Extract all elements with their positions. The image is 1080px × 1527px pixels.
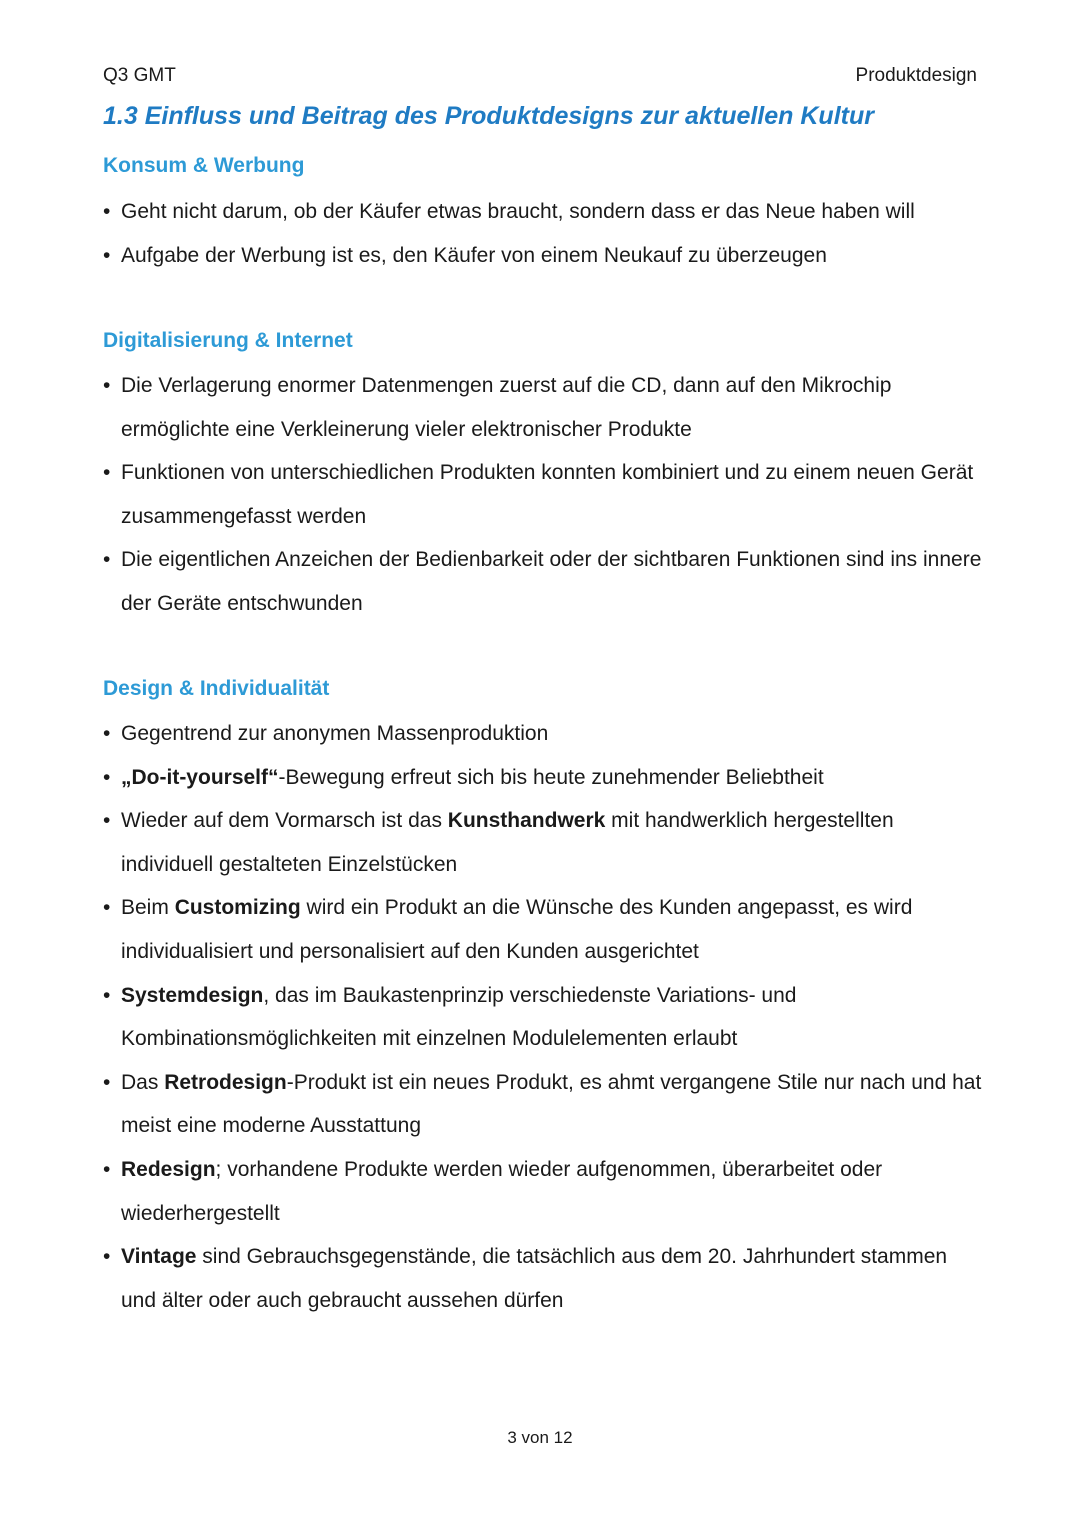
list-item-text-post: -Bewegung erfreut sich bis heute zunehmender Beliebtheit [278,765,824,789]
list-item-keyword: Redesign [121,1157,216,1181]
section-list-konsum [103,190,983,277]
list-item-keyword: Customizing [174,896,301,920]
section-list-design [103,712,983,1322]
list-item-text-post: sind Gebrauchsgegenstände, die tatsächlich aus dem 20. Jahrhundert stammen und älter oder auch gebraucht aussehen dürfen [121,1245,948,1312]
list-item-text: Funktionen von unterschiedlichen Produkten konnten kombiniert und zu einem neuen Gerät zusammengefasst werden [121,461,974,528]
page-number: 3 von 12 [507,1428,573,1447]
bullet-icon: • [103,896,111,920]
bullet-icon: • [103,983,111,1007]
section-list-digitalisierung [103,364,983,626]
list-item [103,190,983,234]
list-item [103,1235,983,1322]
header-subject: Produktdesign [855,65,977,86]
list-item-text-post: , das im Baukastenprinzip verschiedenste Variations- und Kombinationsmöglichkeiten mit einzelnen Modulelementen erlaubt [121,983,797,1051]
list-item-text-post: -Produkt ist ein neues Produkt, es ahmt vergangene Stile nur nach und hat meist eine moderne Ausstattung [121,1070,982,1138]
list-item-keyword: „Do-it-yourself“ [121,765,279,789]
list-item-keyword: Kunsthandwerk [447,809,606,833]
bullet-icon: • [103,374,111,397]
list-item-text: Aufgabe der Werbung ist es, den Käufer von einem Neukauf zu überzeugen [121,243,827,267]
list-item-text-pre: Wieder auf dem Vormarsch ist das [121,809,448,833]
bullet-icon: • [103,809,111,833]
page-title: 1.3 Einfluss und Beitrag des Produktdesigns zur aktuellen Kultur [103,102,874,130]
list-item [103,974,983,1061]
bullet-icon: • [103,1070,111,1094]
list-item [103,886,983,973]
list-item-keyword: Retrodesign [164,1070,287,1094]
list-item [103,799,983,886]
list-item-keyword: Systemdesign [121,983,264,1007]
header-course: Q3 GMT [103,65,176,86]
list-item [103,756,983,800]
bullet-icon: • [103,722,111,745]
bullet-icon: • [103,200,111,223]
list-item-text: Die eigentlichen Anzeichen der Bedienbarkeit oder der sichtbaren Funktionen sind ins innere der Geräte entschwunden [121,548,982,615]
list-item-text-pre: Das [121,1070,165,1094]
list-item-keyword: Vintage [121,1245,197,1269]
bullet-icon: • [103,243,111,267]
bullet-icon: • [103,461,111,485]
list-item [103,451,983,538]
bullet-icon: • [103,1157,111,1181]
list-item [103,1061,983,1148]
section-heading-design: Design & Individualität [103,677,330,700]
list-item-text-post: mit handwerklich hergestellten individuell gestalteten Einzelstücken [121,809,894,876]
list-item-text-post: ; vorhandene Produkte werden wieder aufgenommen, überarbeitet oder wiederhergestellt [121,1157,883,1225]
list-item-text-post: wird ein Produkt an die Wünsche des Kunden angepasst, es wird individualisiert und personalisiert auf den Kunden ausgerichtet [121,896,913,963]
list-item-text: Geht nicht darum, ob der Käufer etwas braucht, sondern dass er das Neue haben will [121,200,915,223]
bullet-icon: • [103,1245,111,1269]
list-item [103,1148,983,1235]
section-heading-konsum: Konsum & Werbung [103,154,305,177]
bullet-icon: • [103,765,111,789]
list-item-text: Die Verlagerung enormer Datenmengen zuerst auf die CD, dann auf den Mikrochip ermöglichte eine Verkleinerung vieler elektronischer Produkte [121,374,892,441]
list-item-text-post: Gegentrend zur anonymen Massenproduktion [121,722,549,745]
section-heading-digitalisierung: Digitalisierung & Internet [103,329,353,352]
bullet-icon: • [103,548,111,572]
list-item [103,364,983,451]
list-item [103,234,983,278]
list-item [103,712,983,756]
list-item-text-pre: Beim [121,896,175,920]
list-item [103,538,983,625]
